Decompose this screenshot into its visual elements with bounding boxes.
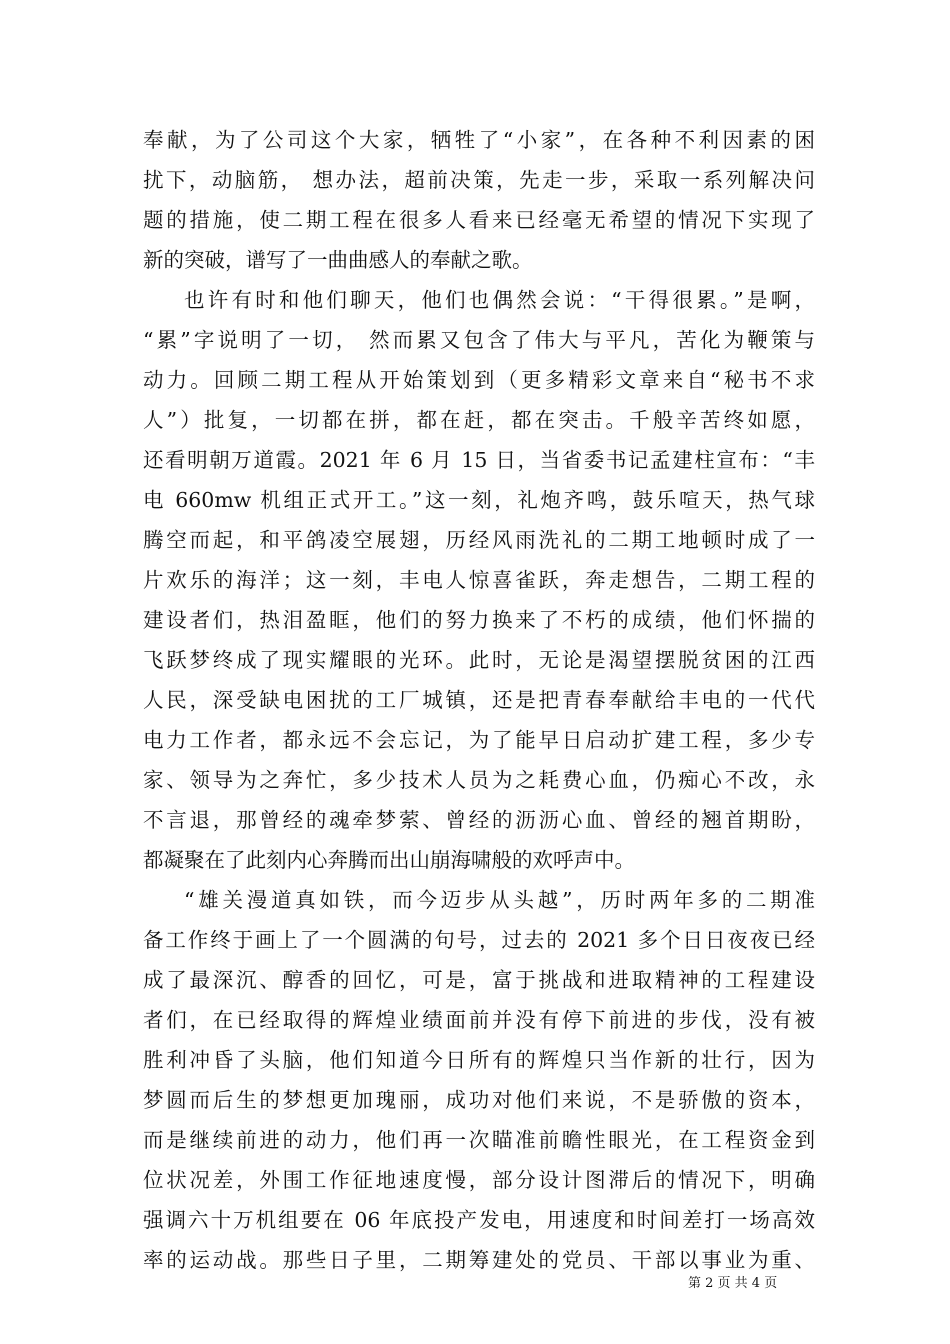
text-line: 电 660mw 机组正式开工。”这一刻，礼炮齐鸣，鼓乐喧天，热气球: [143, 488, 815, 512]
text-line: 动力。回顾二期工程从开始策划到（更多精彩文章来自“秘书不求: [143, 368, 815, 392]
text-line: 扰下，动脑筋， 想办法，超前决策，先走一步，采取一系列解决问: [143, 168, 815, 192]
text-line: 飞跃梦终成了现实耀眼的光环。此时，无论是渴望摆脱贫困的江西: [143, 648, 815, 672]
text-line: 奉献，为了公司这个大家，牺牲了“小家”，在各种不利因素的困: [143, 128, 815, 152]
text-line: 电力工作者，都永远不会忘记，为了能早日启动扩建工程，多少专: [143, 728, 815, 752]
text-line: 胜利冲昏了头脑，他们知道今日所有的辉煌只当作新的壮行，因为: [143, 1048, 815, 1072]
text-line: 人”）批复，一切都在拼，都在赶，都在突击。千般辛苦终如愿，: [143, 408, 815, 432]
text-line: 者们，在已经取得的辉煌业绩面前并没有停下前进的步伐，没有被: [143, 1008, 815, 1032]
text-line: 建设者们，热泪盈眶，他们的努力换来了不朽的成绩，他们怀揣的: [143, 608, 815, 632]
text-line: 成了最深沉、醇香的回忆，可是，富于挑战和进取精神的工程建设: [143, 968, 815, 992]
text-line: 还看明朝万道霞。2021 年 6 月 15 日，当省委书记孟建柱宣布：“丰: [143, 448, 815, 472]
text-line: 都凝聚在了此刻内心奔腾而出山崩海啸般的欢呼声中。: [143, 848, 635, 872]
text-line: 梦圆而后生的梦想更加瑰丽，成功对他们来说，不是骄傲的资本，: [143, 1088, 815, 1112]
text-line: 不言退，那曾经的魂牵梦萦、曾经的沥沥心血、曾经的翘首期盼，: [143, 808, 815, 832]
text-line: 家、领导为之奔忙，多少技术人员为之耗费心血，仍痴心不改，永: [143, 768, 815, 792]
text-line: 人民，深受缺电困扰的工厂城镇，还是把青春奉献给丰电的一代代: [143, 688, 815, 712]
body-text: [143, 120, 815, 1280]
text-line: “累”字说明了一切， 然而累又包含了伟大与平凡，苦化为鞭策与: [143, 328, 815, 352]
text-line: 而是继续前进的动力，他们再一次瞄准前瞻性眼光，在工程资金到: [143, 1128, 815, 1152]
text-line: 位状况差，外围工作征地速度慢，部分设计图滞后的情况下，明确: [143, 1168, 815, 1192]
text-line: 新的突破，谱写了一曲曲感人的奉献之歌。: [143, 248, 533, 272]
text-line: “雄关漫道真如铁，而今迈步从头越”，历时两年多的二期准: [184, 888, 815, 912]
text-line: 率的运动战。那些日子里，二期筹建处的党员、干部以事业为重、: [143, 1248, 815, 1272]
text-line: 腾空而起，和平鸽凌空展翅，历经风雨洗礼的二期工地顿时成了一: [143, 528, 815, 552]
text-line: 片欢乐的海洋；这一刻，丰电人惊喜雀跃，奔走想告，二期工程的: [143, 568, 815, 592]
text-line: 也许有时和他们聊天，他们也偶然会说：“干得很累。”是啊，: [184, 288, 815, 312]
text-line: 强调六十万机组要在 06 年底投产发电，用速度和时间差打一场高效: [143, 1208, 815, 1232]
text-line: 备工作终于画上了一个圆满的句号，过去的 2021 多个日日夜夜已经: [143, 928, 815, 952]
text-line: 题的措施，使二期工程在很多人看来已经毫无希望的情况下实现了: [143, 208, 815, 232]
page-number: 第 2 页 共 4 页: [688, 1276, 778, 1291]
